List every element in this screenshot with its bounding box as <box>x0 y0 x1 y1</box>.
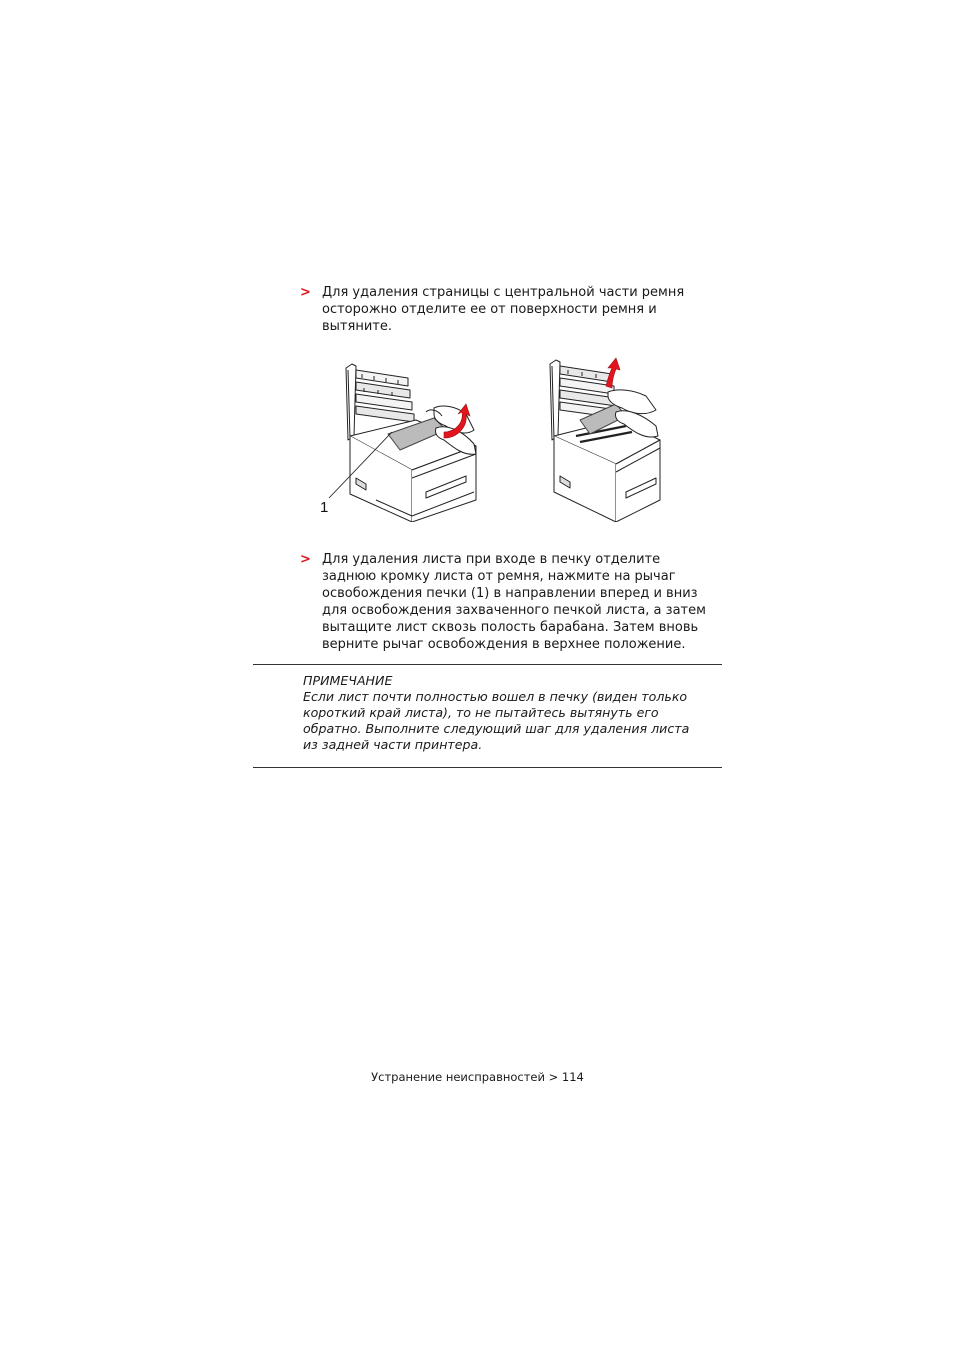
note-bottom-rule <box>253 767 722 768</box>
printer-illustration-right <box>546 356 664 522</box>
instruction-step-2 <box>300 551 722 653</box>
note-title: ПРИМЕЧАНИЕ <box>303 673 393 688</box>
note-body: Если лист почти полностью вошел в печку (виден только короткий край листа), то не пытайтесь вытянуть его обратно. Выполните следующий шаг для удаления листа из задней части принтера. <box>303 689 690 752</box>
bullet-marker: > <box>300 552 311 567</box>
instruction-step-1 <box>300 284 722 335</box>
callout-label: 1 <box>320 499 329 516</box>
bullet-marker: > <box>300 285 311 300</box>
printer-illustration-left <box>316 360 486 522</box>
note-top-rule <box>253 664 722 665</box>
instruction-text: Для удаления листа при входе в печку отделите заднюю кромку листа от ремня, нажмите на рычаг освобождения печки (1) в направлении вперед и вниз для освобождения захваченного печкой листа, а затем вытащите лист сквозь полость барабана. Затем вновь верните рычаг освобождения в верхнее положение. <box>322 552 706 652</box>
instruction-text: Для удаления страницы с центральной части ремня осторожно отделите ее от поверхности ремня и вытяните. <box>322 285 685 334</box>
page-footer: Устранение неисправностей > 114 <box>371 1070 584 1084</box>
note-box <box>303 673 713 753</box>
